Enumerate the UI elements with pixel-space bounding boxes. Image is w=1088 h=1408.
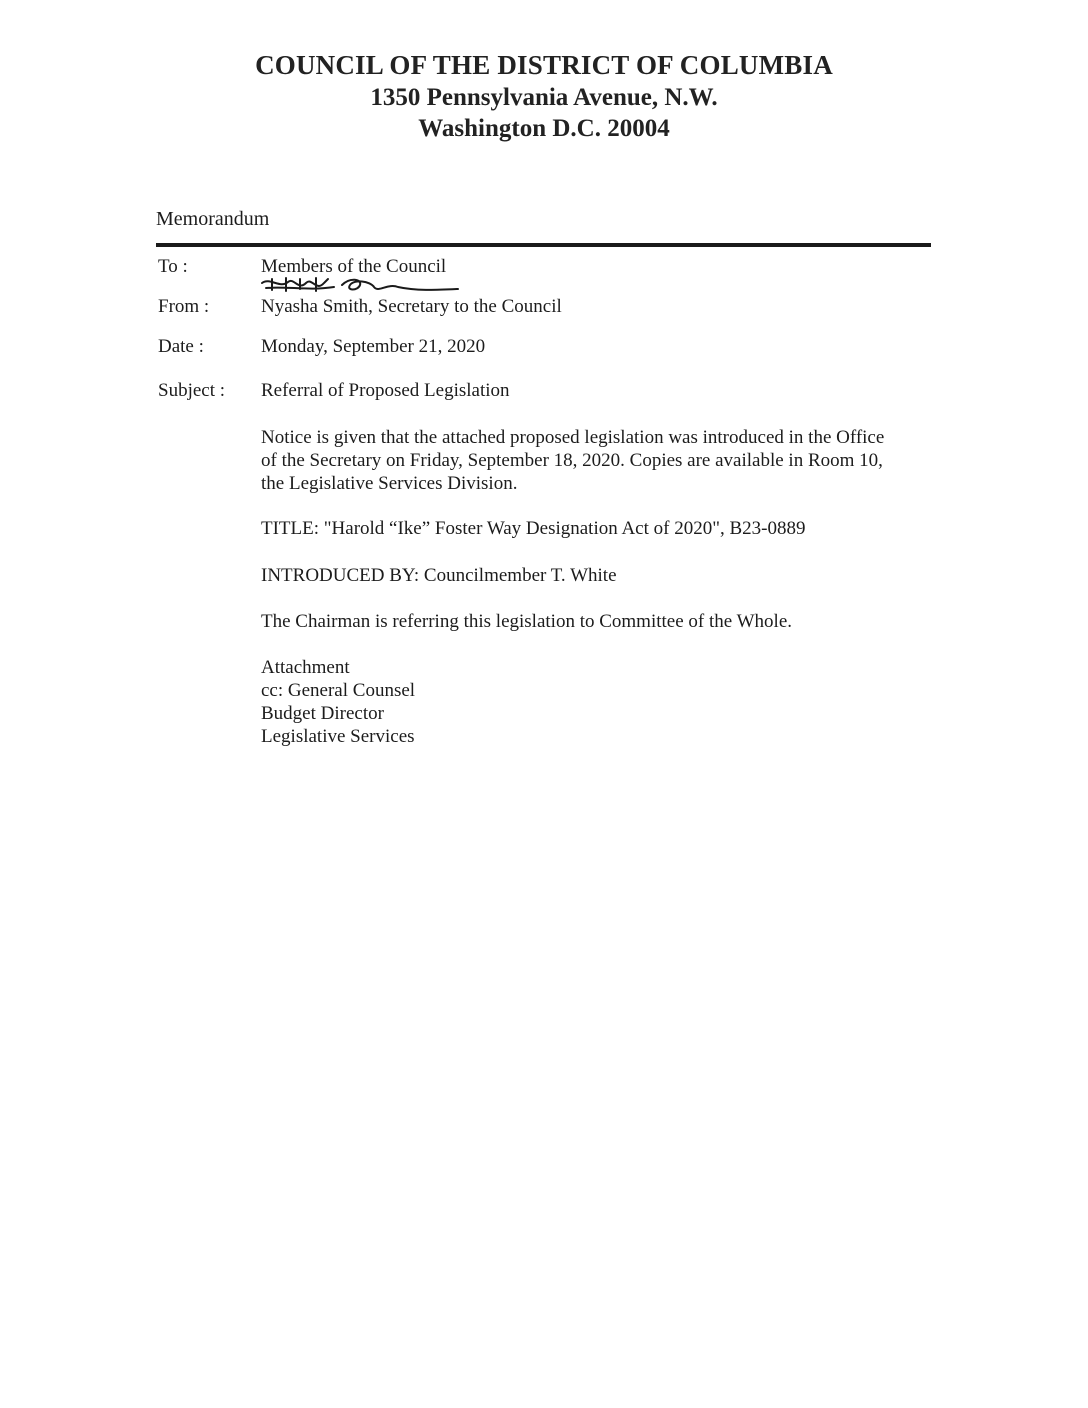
- introduced-by-text: INTRODUCED BY: Councilmember T. White: [261, 565, 617, 586]
- notice-paragraph: [261, 426, 931, 495]
- address-line-2: Washington D.C. 20004: [418, 115, 670, 142]
- from-label: From :: [158, 296, 210, 317]
- from-value: Nyasha Smith, Secretary to the Council: [261, 296, 562, 317]
- attachment-cc-block: [261, 656, 931, 748]
- cc-line: Budget Director: [261, 703, 384, 724]
- legislation-title: TITLE: "Harold “Ike” Foster Way Designation Act of 2020", B23-0889: [261, 518, 806, 539]
- referral-statement: [261, 610, 931, 633]
- notice-line: Notice is given that the attached proposed legislation was introduced in the Office: [261, 427, 885, 448]
- attachment-label: Attachment: [261, 657, 350, 678]
- introduced-by: [261, 564, 931, 587]
- subject-value: Referral of Proposed Legislation: [261, 380, 510, 401]
- organization-name: COUNCIL OF THE DISTRICT OF COLUMBIA: [255, 50, 833, 80]
- referral-text: The Chairman is referring this legislation to Committee of the Whole.: [261, 611, 792, 632]
- cc-line: Legislative Services: [261, 726, 415, 747]
- letterhead: [0, 48, 1088, 144]
- to-label: To :: [158, 256, 188, 277]
- notice-line: the Legislative Services Division.: [261, 473, 518, 494]
- address-line-1: 1350 Pennsylvania Avenue, N.W.: [370, 84, 718, 111]
- cc-line: cc: General Counsel: [261, 680, 416, 701]
- notice-line: of the Secretary on Friday, September 18, 2020. Copies are available in Room 10,: [261, 450, 883, 471]
- to-value: Members of the Council: [261, 256, 447, 277]
- header-divider: [156, 243, 931, 247]
- subject-label: Subject :: [158, 380, 226, 401]
- date-value: Monday, September 21, 2020: [261, 336, 486, 357]
- title-line: [261, 517, 931, 540]
- date-label: Date :: [158, 336, 204, 357]
- memorandum-label: Memorandum: [156, 208, 270, 230]
